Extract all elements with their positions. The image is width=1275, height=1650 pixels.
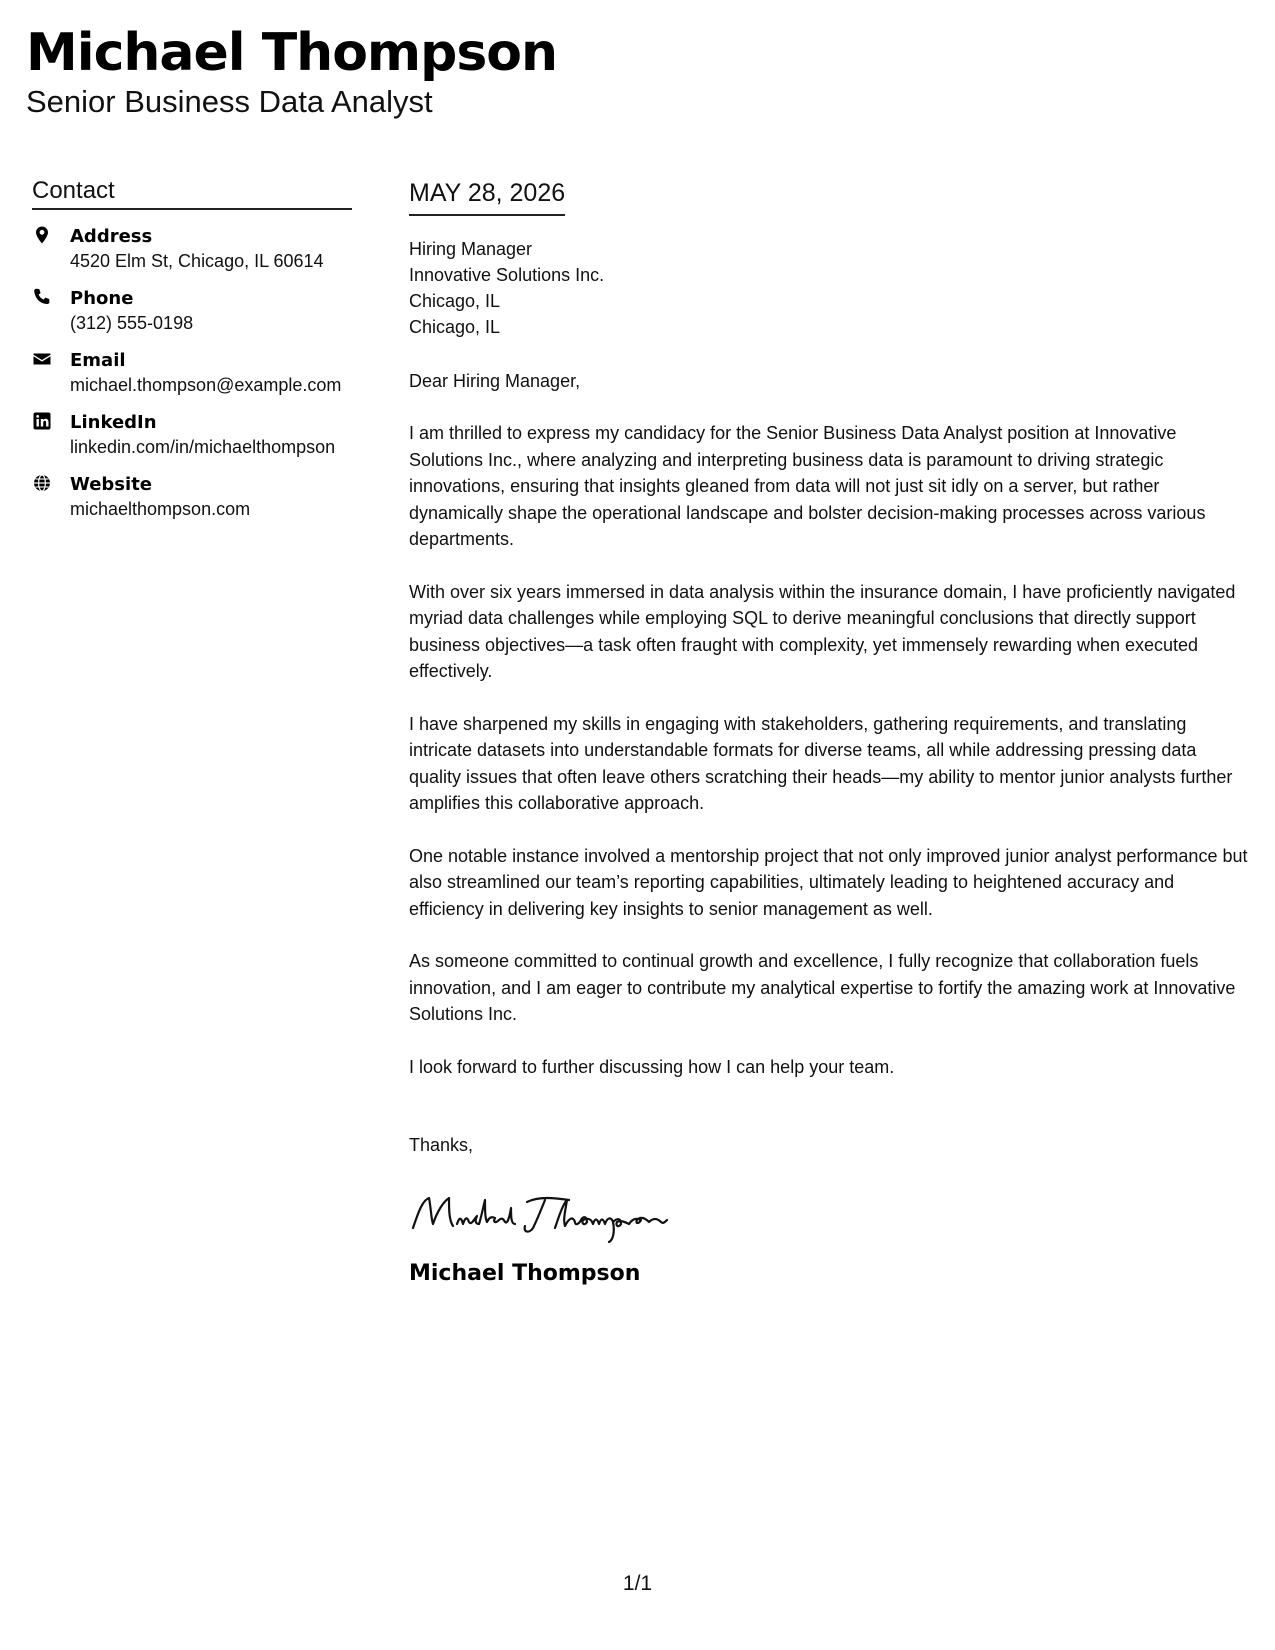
salutation: Dear Hiring Manager, [409,371,581,391]
contact-label: Address [70,226,153,247]
contact-sidebar [32,176,352,534]
signature-image [409,1188,669,1244]
signer-name: Michael Thompson [409,1261,641,1286]
recipient-line: Chicago, IL [409,317,501,337]
website-value[interactable]: michaelthompson.com [70,499,251,519]
body-paragraph: As someone committed to continual growth and excellence, I fully recognize that collaboration fuels innovation, and I am eager to contribute my analytical expertise to fortify the amazing work at Innovative Solutions Inc. [409,951,1236,1024]
contact-item-address [32,224,352,274]
address-value: 4520 Elm St, Chicago, IL 60614 [70,251,324,271]
contact-item-linkedin [32,410,352,460]
applicant-name: Michael Thompson [26,23,558,83]
contact-heading: Contact [32,176,352,210]
body-paragraph: I am thrilled to express my candidacy for the Senior Business Data Analyst position at Innovative Solutions Inc., where analyzing and interpreting business data is paramount to driving strategic innovations, ensuring that insights gleaned from data will not just sit idly on a server, but rather dynamically shape the operational landscape and bolster decision-making processes across various departments. [409,423,1206,549]
body-paragraph: With over six years immersed in data analysis within the insurance domain, I have proficiently navigated myriad data challenges while employing SQL to derive meaningful conclusions that directly support business objectives—a task often fraught with complexity, yet immensely rewarding when executed effectively. [409,581,1236,681]
contact-label: LinkedIn [70,412,157,433]
body-paragraph: I have sharpened my skills in engaging with stakeholders, gathering requirements, and translating intricate datasets into understandable formats for diverse teams, all while addressing pressing data quality issues that often leave others scratching their heads—my ability to mentor junior analysts further amplifies this collaborative approach. [409,713,1233,813]
linkedin-value[interactable]: linkedin.com/in/michaelthompson [70,437,336,457]
recipient-line: Chicago, IL [409,291,501,311]
page-number: 1/1 [622,1572,653,1595]
contact-item-phone [32,286,352,336]
body-paragraph: One notable instance involved a mentorship project that not only improved junior analyst performance but also streamlined our team’s reporting capabilities, ultimately leading to heightened accuracy and efficiency in delivering key insights to senior management as well. [409,845,1248,919]
linkedin-icon [32,411,52,431]
envelope-icon [32,349,52,369]
letter-header [26,22,557,120]
closing: Thanks, [409,1135,474,1155]
letter-body [409,178,1249,1288]
recipient-line: Hiring Manager [409,239,533,259]
phone-value[interactable]: (312) 555-0198 [70,313,194,333]
email-value[interactable]: michael.thompson@example.com [70,375,342,395]
contact-item-email [32,348,352,398]
applicant-title: Senior Business Data Analyst [26,84,433,119]
letter-date: MAY 28, 2026 [409,179,566,207]
date-block [409,178,565,216]
recipient-block [409,236,1249,340]
body-paragraph: I look forward to further discussing how I can help your team. [409,1056,895,1077]
globe-icon [32,473,52,493]
contact-label: Phone [70,288,134,309]
map-pin-icon [32,225,52,245]
contact-label: Email [70,350,126,371]
recipient-line: Innovative Solutions Inc. [409,265,605,285]
phone-icon [32,287,52,307]
contact-label: Website [70,474,153,495]
contact-item-website [32,472,352,522]
